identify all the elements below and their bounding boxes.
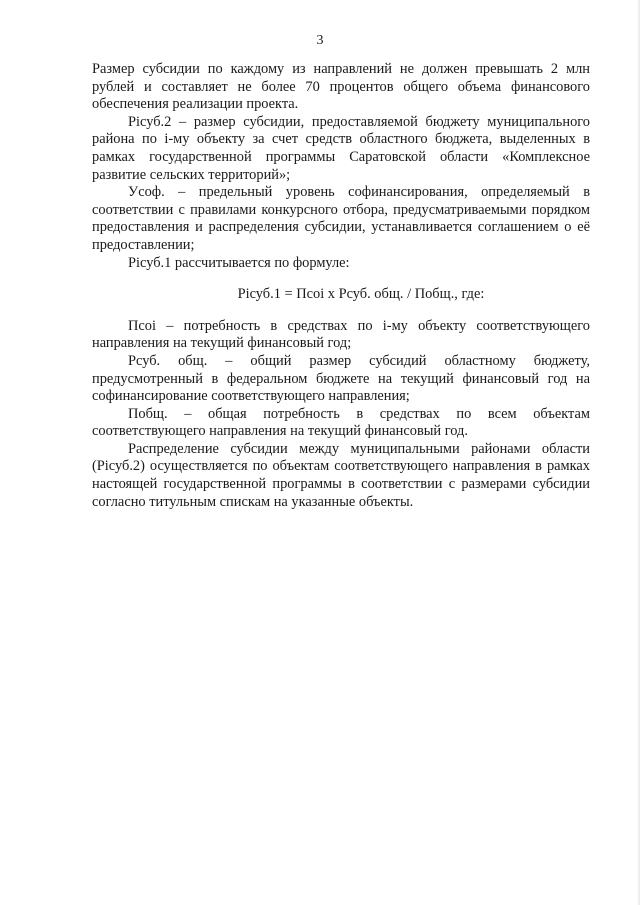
paragraph-def-pobsch: Побщ. – общая потребность в средствах по всем объектам соответствующего направления на текущий финансовый год. bbox=[92, 405, 590, 440]
paragraph-def-pisub2: Рiсуб.2 – размер субсидии, предоставляемой бюджету муниципального района по i-му объекту за счет средств областного бюджета, выделенных в рамках государственной программы Саратовской области «Комплексное развитие сельских территорий»; bbox=[92, 113, 590, 183]
document-body bbox=[92, 61, 590, 511]
paragraph-def-usof: Уcоф. – предельный уровень софинансирования, определяемый в соответствии с правилами конкурсного отбора, предусматриваемыми порядком предоставления и распределения субсидии, устанавливается соглашением о её предоставлении; bbox=[92, 184, 590, 253]
formula: Рiсуб.1 = Псоi х Рсуб. общ. / Побщ., где: bbox=[237, 286, 485, 303]
page-number: 3 bbox=[316, 33, 324, 48]
paragraph-distribution: Распределение субсидии между муниципальными районами области (Рiсуб.2) осуществляется по объектам соответствующего направления в рамках настоящей государственной программы в соответствии с размерами субсидии согласно титульным спискам на указанные объекты. bbox=[92, 440, 590, 510]
paragraph-def-rsub-obsch: Рсуб. общ. – общий размер субсидий областному бюджету, предусмотренный в федеральном бюджете на текущий финансовый год на софинансирование соответствующего направления; bbox=[92, 352, 590, 405]
paragraph-def-psoi: Псоi – потребность в средствах по i-му объекту соответствующего направления на текущий финансовый год; bbox=[92, 317, 590, 352]
paragraph-subsidy-limit: Размер субсидии по каждому из направлений не должен превышать 2 млн рублей и составляет не более 70 процентов общего объема финансового обеспечения реализации проекта. bbox=[92, 61, 590, 113]
paragraph-formula-intro: Рiсуб.1 рассчитывается по формуле: bbox=[128, 254, 350, 271]
